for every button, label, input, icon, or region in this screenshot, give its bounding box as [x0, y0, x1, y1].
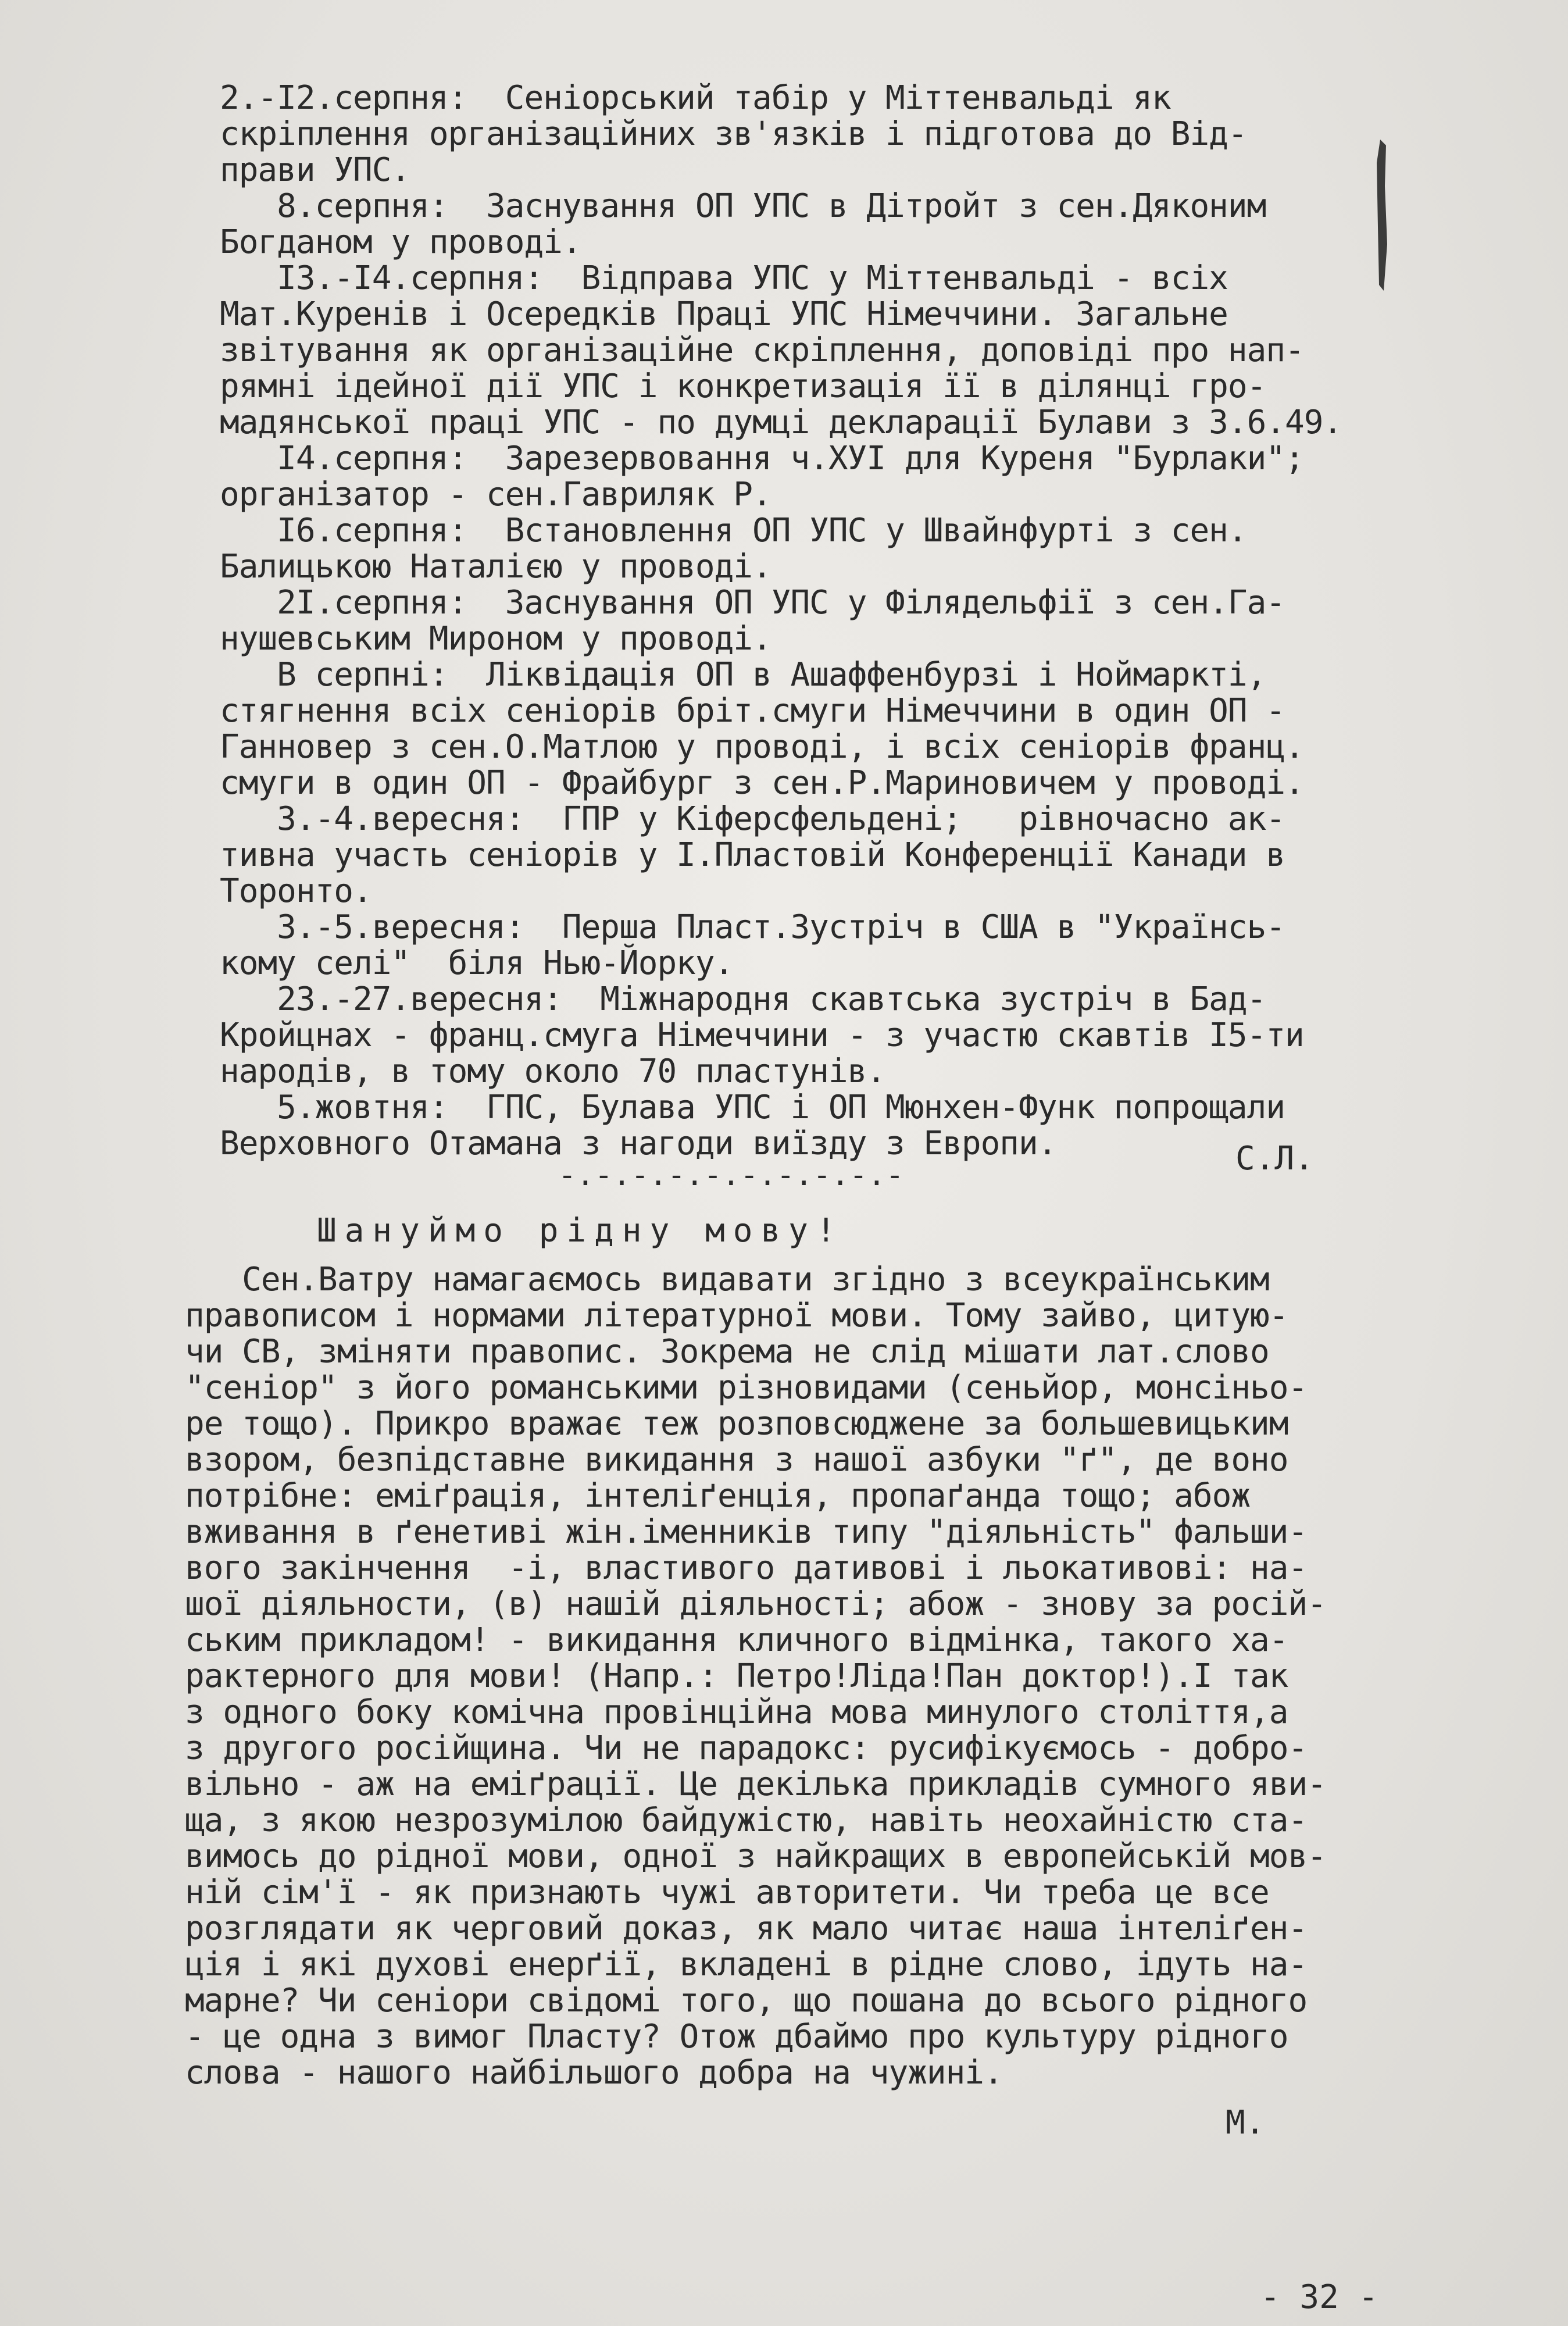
article-line: з одного боку комічна провінційна мова минулого століття,а — [185, 1693, 1288, 1731]
chronicle-line: нушевським Мироном у проводі. — [220, 620, 772, 658]
article-line: вільно - аж на еміґрації. Це декілька прикладів сумного яви- — [185, 1765, 1326, 1803]
article-title: Шануймо рідну мову! — [317, 1212, 844, 1250]
chronicle-signature: С.Л. — [1235, 1140, 1314, 1178]
chronicle-line: скріплення організаційних зв'язків і підготова до Від- — [220, 115, 1247, 153]
article-line: рактерного для мови! (Напр.: Петро!Ліда!Пан доктор!).І так — [185, 1657, 1288, 1695]
article-line: розглядати як черговий доказ, як мало читає наша інтеліґен- — [185, 1910, 1308, 1947]
ink-smudge-mark — [1373, 140, 1391, 291]
article-line: ща, з якою незрозумілою байдужістю, навіть неохайністю ста- — [185, 1801, 1308, 1839]
article-line: ній сім'ї - як признають чужі авторитети. Чи треба це все — [185, 1874, 1269, 1911]
article-line: "сеніор" з його романськими різновидами (сеньйор, монсіньо- — [185, 1369, 1308, 1407]
article-line: ським прикладом! - викидання кличного відмінка, такого ха- — [185, 1621, 1288, 1659]
article-signature: М. — [1226, 2104, 1265, 2142]
chronicle-line: прави УПС. — [220, 151, 410, 189]
chronicle-line: Кройцнах - франц.смуга Німеччини - з участю скавтів I5-ти — [220, 1016, 1304, 1054]
chronicle-line: народів, в тому около 70 пластунів. — [220, 1053, 886, 1090]
article-line: з другого російщина. Чи не парадокс: русифікуємось - добро- — [185, 1729, 1308, 1767]
article-line: слова - нашого найбільшого добра на чужині. — [185, 2054, 1003, 2092]
article-line: потрібне: еміґрація, інтеліґенція, пропаґанда тощо; абож — [185, 1477, 1251, 1515]
article-line: шої діяльности, (в) нашій діяльності; абож - знову за росій- — [185, 1585, 1326, 1623]
article-line: ре тощо). Прикро вражає теж розповсюджене за большевицьким — [185, 1405, 1288, 1443]
chronicle-line: Богданом у проводі. — [220, 223, 581, 261]
chronicle-line: 8.серпня: Заснування ОП УПС в Дітройт з сен.Дяконим — [220, 187, 1266, 225]
chronicle-line: 2I.серпня: Заснування ОП УПС у Філядельфії з сен.Га- — [220, 584, 1285, 622]
article-line: - це одна з вимог Пласту? Отож дбаймо про культуру рідного — [185, 2018, 1288, 2056]
chronicle-line: тивна участь сеніорів у I.Пластовій Конференції Канади в — [220, 836, 1285, 874]
article-line: вого закінчення -і, властивого дативові і льокативові: на- — [185, 1549, 1308, 1587]
chronicle-line: 23.-27.вересня: Міжнародня скавтська зустріч в Бад- — [220, 980, 1266, 1018]
chronicle-line: смуги в один ОП - Фрайбург з сен.Р.Мариновичем у проводі. — [220, 764, 1304, 802]
article-line: марне? Чи сеніори свідомі того, що пошана до всього рідного — [185, 1982, 1308, 2020]
chronicle-line: стягнення всіх сеніорів бріт.смуги Німеччини в один ОП - — [220, 692, 1285, 730]
article-line: правописом і нормами літературної мови. Тому зайво, цитую- — [185, 1297, 1288, 1335]
chronicle-line: кому селі" біля Нью-Йорку. — [220, 944, 734, 982]
chronicle-line: I3.-I4.серпня: Відправа УПС у Міттенвальді - всіх — [220, 259, 1228, 297]
article-text — [185, 1262, 1326, 2091]
chronicle-line: 5.жовтня: ГПС, Булава УПС і ОП Мюнхен-Функ попрощали — [220, 1089, 1285, 1126]
chronicle-line: I6.серпня: Встановлення ОП УПС у Швайнфурті з сен. — [220, 512, 1247, 550]
chronicle-line: I4.серпня: Зарезервовання ч.ХУI для Куреня "Бурлаки"; — [220, 440, 1304, 477]
chronicle-line: Балицькою Наталією у проводі. — [220, 548, 772, 586]
page-number: - 32 - — [1260, 2278, 1378, 2316]
chronicle-line: 3.-5.вересня: Перша Пласт.Зустріч в США в "Українсь- — [220, 908, 1285, 946]
chronicle-line: Верховного Отамана з нагоди виїзду з Европи. — [220, 1125, 1057, 1162]
chronicle-line: 2.-I2.серпня: Сеніорський табір у Міттенвальді як — [220, 79, 1171, 117]
chronicle-line: Ганновер з сен.О.Матлою у проводі, і всіх сеніорів франц. — [220, 728, 1304, 766]
article-line: взором, безпідставне викидання з нашої азбуки "ґ", де воно — [185, 1441, 1288, 1479]
chronicle-line: 3.-4.вересня: ГПР у Кіферсфельдені; рівночасно ак- — [220, 800, 1285, 838]
chronicle-line: мадянської праці УПС - по думці декларації Булави з 3.6.49. — [220, 404, 1342, 441]
section-divider: -.-.-.-.-.-.-.-.-.- — [558, 1158, 904, 1193]
chronicle-line: рямні ідейної дії УПС і конкретизація її в ділянці гро- — [220, 368, 1266, 405]
article-line: чи СВ, зміняти правопис. Зокрема не слід мішати лат.слово — [185, 1333, 1269, 1371]
article-line: Сен.Ватру намагаємось видавати згідно з всеукраїнським — [185, 1261, 1269, 1298]
chronicle-line: організатор - сен.Гавриляк Р. — [220, 476, 772, 513]
chronicle-text — [220, 80, 1342, 1162]
chronicle-line: звітування як організаційне скріплення, доповіді про нап- — [220, 331, 1304, 369]
chronicle-line: Торонто. — [220, 872, 372, 910]
chronicle-line: В серпні: Ліквідація ОП в Ашаффенбурзі і Ноймаркті, — [220, 656, 1266, 694]
article-line: вживання в ґенетиві жін.іменників типу "діяльність" фальши- — [185, 1513, 1308, 1551]
chronicle-line: Мат.Куренів і Осередків Праці УПС Німеччини. Загальне — [220, 295, 1228, 333]
article-line: ція і які духові енерґії, вкладені в рідне слово, ідуть на- — [185, 1946, 1308, 1983]
article-line: вимось до рідної мови, одної з найкращих в европейській мов- — [185, 1838, 1326, 1875]
